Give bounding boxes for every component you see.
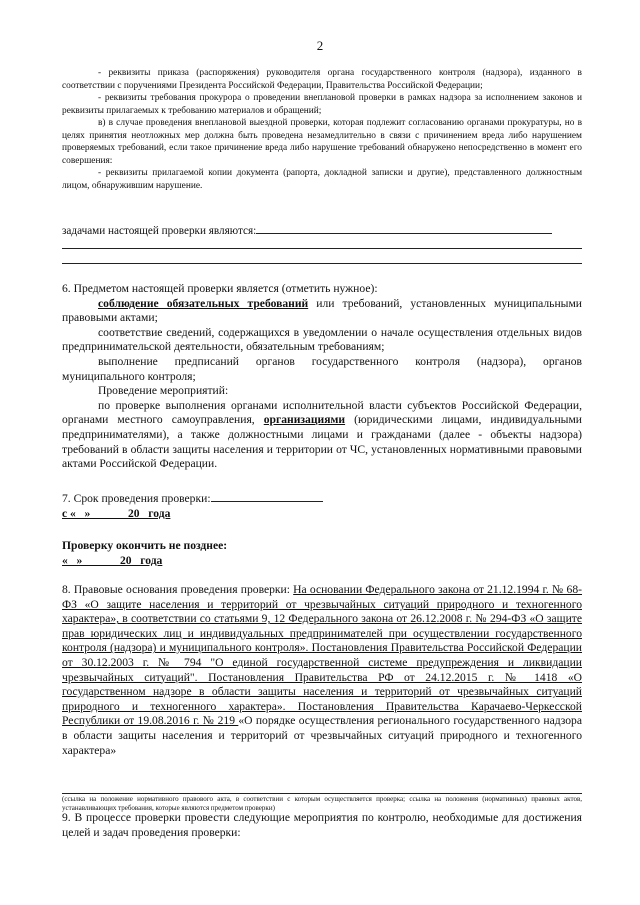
tasks-label: задачами настоящей проверки являются:	[62, 225, 257, 237]
period-blank[interactable]	[211, 501, 323, 502]
period-line	[62, 492, 582, 507]
section-6-measures-detail: по проверке выполнения органами исполнительной власти субъектов Российской Федерации, органами местного самоуправления, организациями (юридическими лицами, индивидуальными предпринимателями), а также должностными лицами и гражданами (далее - объекты надзора) требований в области защиты населения и территории от ЧС, установленных нормативными правовыми актами Российской Федерации.	[62, 398, 582, 471]
section-6-notification: соответствие сведений, содержащихся в уведомлении о начале осуществления отдельных видов предпринимательской деятельности, обязательным требованиям;	[62, 325, 582, 354]
page-number: 2	[316, 38, 324, 53]
section-9	[62, 811, 582, 840]
tasks-blank[interactable]	[256, 233, 552, 234]
start-date[interactable]: с « » 20 года	[62, 506, 171, 520]
section-6-prescriptions: выполнение предписаний органов государственного контроля (надзора), органов муниципального контроля;	[62, 354, 582, 383]
compliance-option: соблюдение обязательных требований	[98, 296, 309, 310]
item-attached-document: - реквизиты прилагаемой копии документа (рапорта, докладной записки и другие), представленного должностным лицом, обнаружившим нарушение.	[62, 168, 582, 191]
item-order-details: - реквизиты приказа (распоряжения) руководителя органа государственного контроля (надзора), изданного в соответствии с поручениями Президента Российской Федерации, Правительства Российской Федерации;	[62, 68, 582, 91]
tasks-rule-1[interactable]	[62, 248, 582, 249]
end-label: Проверку окончить не позднее:	[62, 539, 228, 553]
section-7	[62, 492, 582, 568]
end-date[interactable]: « » 20 года	[62, 553, 163, 567]
section-6-intro: 6. Предметом настоящей проверки является (отметить нужное):	[62, 282, 378, 295]
section-6	[62, 282, 582, 472]
legal-basis	[62, 583, 582, 758]
legal-basis-tail: «О порядке осуществления регионального государственного надзора в области защиты населения и территорий от чрезвычайных ситуаций природного и техногенного характера»	[62, 714, 583, 757]
section-6-measures: Проведение мероприятий:	[98, 384, 229, 398]
section-6-compliance: соблюдение обязательных требований или требований, установленных муниципальными правовыми актами;	[62, 296, 582, 325]
top-block	[62, 67, 582, 192]
period-label: 7. Срок проведения проверки:	[62, 492, 211, 505]
legal-basis-lead: 8. Правовые основания проведения проверки:	[62, 583, 294, 596]
legal-basis-text: На основании Федерального закона от 21.12.1994 г. № 68-ФЗ «О защите населения и территорий от чрезвычайных ситуаций природного и техногенного характера», в соответствии со статьями 9, 12 Федерального закона от 26.12.2008 г. № 294-ФЗ «О защите прав юридических лиц и индивидуальных предпринимателей при осуществлении государственного контроля (надзора) и муниципального контроля». Постановления Правительства Российской Федерации от 30.12.2003 г. № 794 "О единой государственной системе предупреждения и ликвидации чрезвычайных ситуаций". Постановления Правительства РФ от 24.12.2015 г. № 1418 «О государственном надзоре в области защиты населения и территорий от чрезвычайных ситуаций природного и техногенного характера». Постановления Правительства Карачаево-Черкесской Республики от 19.08.2016 г. № 219	[62, 583, 582, 728]
legal-basis-note: (ссылка на положение нормативного правового акта, в соответствии с которым осуществляется проверка; ссылка на положения (нормативных) правовых актов, устанавливающих требования, которые являются предметом проверки)	[62, 795, 582, 812]
item-unscheduled-inspection: в) в случае проведения внеплановой выездной проверки, которая подлежит согласованию органами прокуратуры, но в целях принятия неотложных мер должна быть проведена незамедлительно в связи с причинением вреда либо нарушением проверяемых требований, если такое причинение вреда либо нарушение требований обнаружено непосредственно в момент его совершения:	[62, 118, 582, 166]
tasks-line	[62, 224, 582, 239]
organizations-option: организациями	[263, 413, 346, 427]
item-prosecutor-requirement: - реквизиты требования прокурора о проведении внеплановой проверки в рамках надзора за исполнением законов и реквизиты прилагаемых к требованию материалов и обращений;	[62, 93, 582, 116]
tasks-rule-2[interactable]	[62, 263, 582, 264]
section-8	[62, 583, 582, 758]
section-9-text: 9. В процессе проверки провести следующие мероприятия по контролю, необходимые для достижения целей и задач проведения проверки:	[62, 811, 582, 839]
legal-basis-rule	[62, 793, 582, 794]
